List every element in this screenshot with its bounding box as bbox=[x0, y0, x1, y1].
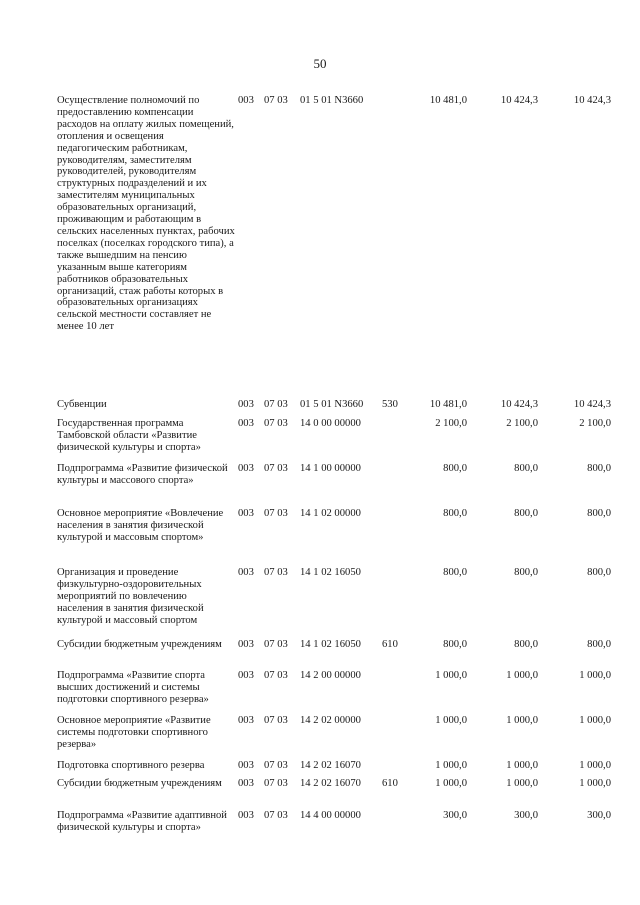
row-value-1: 300,0 bbox=[443, 810, 467, 821]
row-admin-code: 003 bbox=[238, 670, 254, 681]
row-value-3: 800,0 bbox=[587, 639, 611, 650]
row-admin-code: 003 bbox=[238, 418, 254, 429]
row-target-code: 14 2 00 00000 bbox=[300, 670, 361, 681]
row-name: Подпрограмма «Развитие физической культуры и массового спорта» bbox=[57, 463, 228, 486]
row-name: Подпрограмма «Развитие спорта высших достижений и системы подготовки спортивного резерва» bbox=[57, 670, 209, 705]
row-section-code: 07 03 bbox=[264, 810, 288, 821]
row-value-2: 800,0 bbox=[514, 463, 538, 474]
row-section-code: 07 03 bbox=[264, 399, 288, 410]
row-target-code: 14 4 00 00000 bbox=[300, 810, 361, 821]
row-section-code: 07 03 bbox=[264, 670, 288, 681]
row-value-1: 1 000,0 bbox=[435, 760, 467, 771]
row-section-code: 07 03 bbox=[264, 567, 288, 578]
row-name: Подпрограмма «Развитие адаптивной физической культуры и спорта» bbox=[57, 810, 227, 833]
row-value-1: 800,0 bbox=[443, 508, 467, 519]
row-section-code: 07 03 bbox=[264, 778, 288, 789]
row-name: Организация и проведение физкультурно-оздоровительных мероприятий по вовлечению населения в занятия физической культурой и массовый спортом bbox=[57, 567, 204, 626]
row-value-1: 1 000,0 bbox=[435, 778, 467, 789]
row-name: Субвенции bbox=[57, 399, 107, 410]
row-value-3: 10 424,3 bbox=[573, 399, 611, 410]
row-target-code: 01 5 01 N3660 bbox=[300, 399, 364, 410]
row-value-2: 800,0 bbox=[514, 567, 538, 578]
row-section-code: 07 03 bbox=[264, 508, 288, 519]
row-section-code: 07 03 bbox=[264, 715, 288, 726]
row-value-2: 1 000,0 bbox=[506, 670, 538, 681]
row-admin-code: 003 bbox=[238, 567, 254, 578]
row-value-2: 1 000,0 bbox=[506, 715, 538, 726]
row-value-1: 800,0 bbox=[443, 567, 467, 578]
row-admin-code: 003 bbox=[238, 463, 254, 474]
row-value-3: 1 000,0 bbox=[579, 760, 611, 771]
row-name: Осуществление полномочий по предоставлению компенсации расходов на оплату жилых помещений, отопления и освещения педагогическим работникам, руководителям, заместителям руководителей, руководителям структурных подразделений и их заместителям муниципальных образовательных организаций, проживающим и работающим в сельских населенных пунктах, рабочих поселках (поселках городского типа), а также вышедшим на пенсию указанным выше категориям работников образовательных организаций, стаж работы которых в образовательных организациях сельской местности составляет не менее 10 лет bbox=[57, 95, 235, 333]
row-value-1: 800,0 bbox=[443, 463, 467, 474]
row-value-1: 10 481,0 bbox=[429, 95, 467, 106]
row-name: Основное мероприятие «Развитие системы подготовки спортивного резерва» bbox=[57, 715, 211, 750]
row-target-code: 01 5 01 N3660 bbox=[300, 95, 364, 106]
row-name: Субсидии бюджетным учреждениям bbox=[57, 778, 222, 789]
row-target-code: 14 2 02 16070 bbox=[300, 778, 361, 789]
row-value-3: 1 000,0 bbox=[579, 715, 611, 726]
row-name: Основное мероприятие «Вовлечение населения в занятия физической культурой и массовым спортом» bbox=[57, 508, 224, 543]
row-section-code: 07 03 bbox=[264, 418, 288, 429]
row-admin-code: 003 bbox=[238, 508, 254, 519]
row-value-1: 1 000,0 bbox=[435, 670, 467, 681]
page-number: 50 bbox=[313, 56, 327, 71]
row-value-3: 1 000,0 bbox=[579, 670, 611, 681]
row-target-code: 14 1 02 00000 bbox=[300, 508, 361, 519]
row-name: Государственная программа Тамбовской области «Развитие физической культуры и спорта» bbox=[57, 418, 201, 453]
row-name: Подготовка спортивного резерва bbox=[57, 760, 205, 771]
row-value-3: 10 424,3 bbox=[573, 95, 611, 106]
row-value-1: 10 481,0 bbox=[429, 399, 467, 410]
row-name: Субсидии бюджетным учреждениям bbox=[57, 639, 222, 650]
row-value-2: 1 000,0 bbox=[506, 760, 538, 771]
row-section-code: 07 03 bbox=[264, 463, 288, 474]
row-target-code: 14 2 02 16070 bbox=[300, 760, 361, 771]
row-target-code: 14 1 02 16050 bbox=[300, 639, 361, 650]
row-value-2: 800,0 bbox=[514, 639, 538, 650]
row-admin-code: 003 bbox=[238, 399, 254, 410]
row-admin-code: 003 bbox=[238, 760, 254, 771]
row-value-2: 800,0 bbox=[514, 508, 538, 519]
row-value-3: 1 000,0 bbox=[579, 778, 611, 789]
row-value-2: 2 100,0 bbox=[506, 418, 538, 429]
row-target-code: 14 1 02 16050 bbox=[300, 567, 361, 578]
row-value-3: 800,0 bbox=[587, 508, 611, 519]
row-value-2: 300,0 bbox=[514, 810, 538, 821]
row-admin-code: 003 bbox=[238, 715, 254, 726]
row-target-code: 14 0 00 00000 bbox=[300, 418, 361, 429]
row-admin-code: 003 bbox=[238, 810, 254, 821]
row-admin-code: 003 bbox=[238, 95, 254, 106]
row-value-3: 800,0 bbox=[587, 463, 611, 474]
row-value-2: 10 424,3 bbox=[500, 95, 538, 106]
row-admin-code: 003 bbox=[238, 778, 254, 789]
row-expense-kind: 530 bbox=[382, 399, 398, 410]
row-section-code: 07 03 bbox=[264, 639, 288, 650]
row-value-2: 1 000,0 bbox=[506, 778, 538, 789]
row-expense-kind: 610 bbox=[382, 639, 398, 650]
row-value-1: 800,0 bbox=[443, 639, 467, 650]
row-value-3: 2 100,0 bbox=[579, 418, 611, 429]
row-value-3: 300,0 bbox=[587, 810, 611, 821]
row-admin-code: 003 bbox=[238, 639, 254, 650]
row-section-code: 07 03 bbox=[264, 95, 288, 106]
row-expense-kind: 610 bbox=[382, 778, 398, 789]
row-value-2: 10 424,3 bbox=[500, 399, 538, 410]
row-section-code: 07 03 bbox=[264, 760, 288, 771]
row-value-1: 2 100,0 bbox=[435, 418, 467, 429]
row-value-1: 1 000,0 bbox=[435, 715, 467, 726]
row-target-code: 14 1 00 00000 bbox=[300, 463, 361, 474]
row-value-3: 800,0 bbox=[587, 567, 611, 578]
row-target-code: 14 2 02 00000 bbox=[300, 715, 361, 726]
